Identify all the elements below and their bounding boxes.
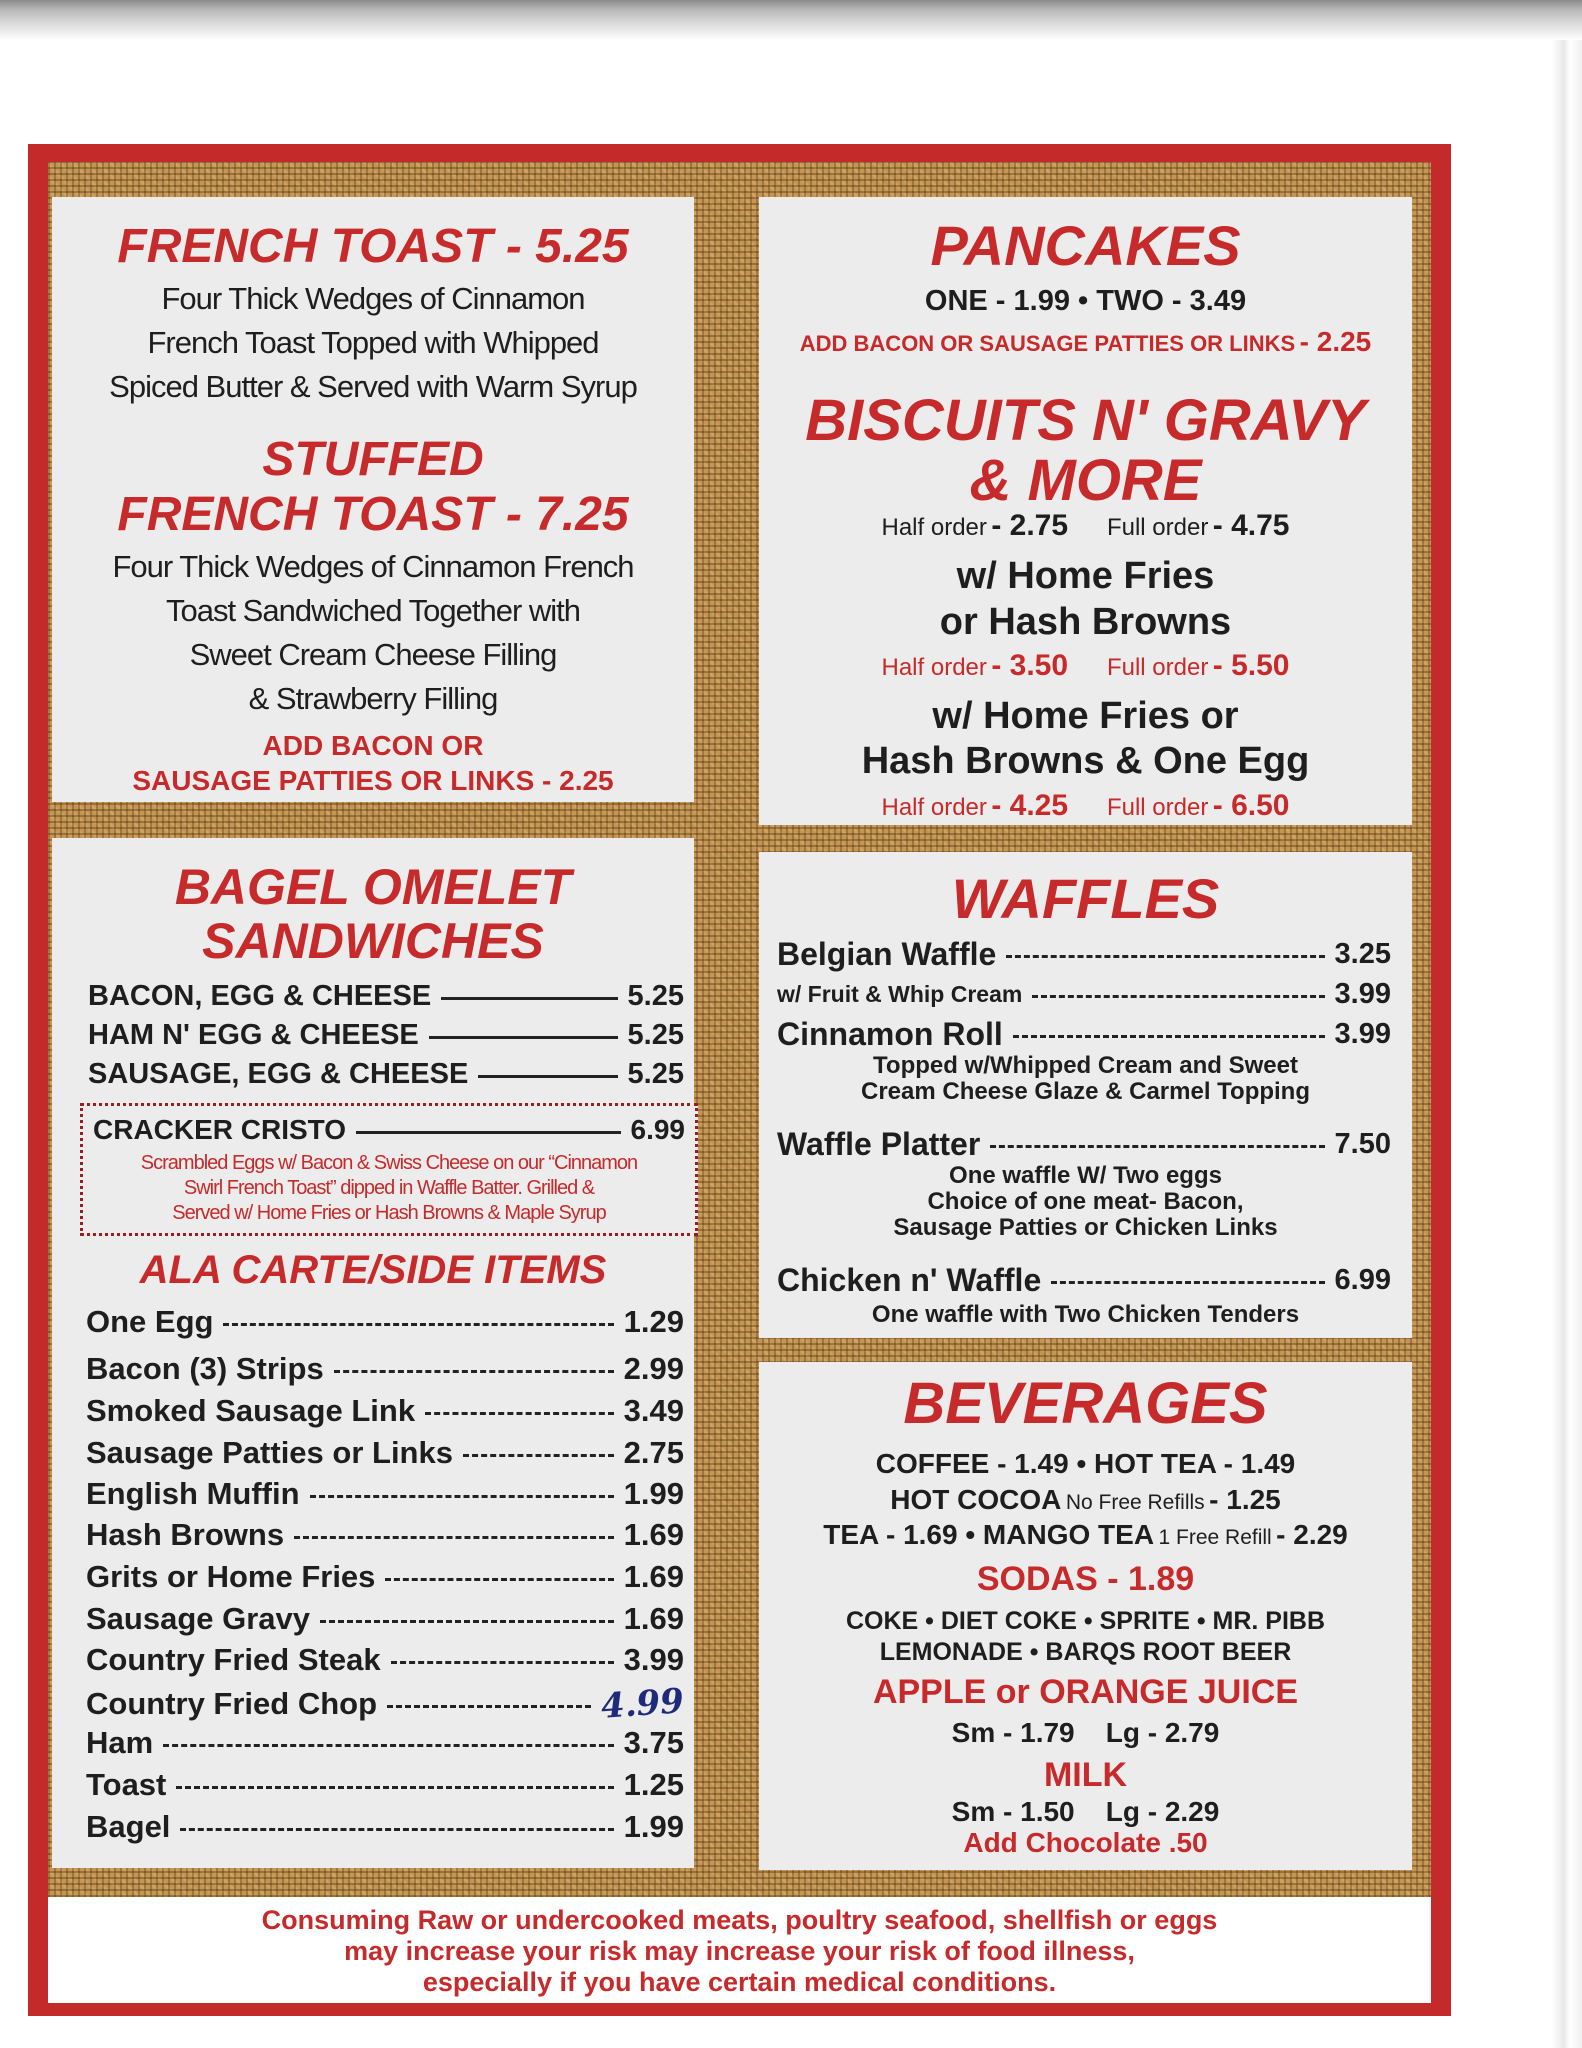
french-toast-title: FRENCH TOAST - 5.25: [117, 220, 629, 273]
leader-line: [478, 1075, 617, 1078]
bagel-item: [88, 1019, 684, 1052]
biscuits-sub1-line1: w/ Home Fries: [956, 555, 1215, 597]
stuffed-french-toast-title-1: STUFFED: [262, 433, 484, 486]
side-item-name: Ham: [86, 1725, 154, 1760]
cristo-name: CRACKER CRISTO: [93, 1114, 347, 1145]
side-item-price: 3.49: [623, 1393, 684, 1428]
pancakes-addon: ADD BACON OR SAUSAGE PATTIES OR LINKS: [799, 331, 1296, 356]
leader-line: [385, 1578, 613, 1581]
footer-line-2: may increase your risk may increase your risk of food illness,: [344, 1936, 1135, 1966]
stuffed-desc-2: Toast Sandwiched Together with: [165, 593, 581, 628]
cristo-desc-2: Swirl French Toast” dipped in Waffle Batter. Grilled &: [183, 1177, 595, 1199]
leader-line: [1013, 1035, 1325, 1038]
bagel-item: [88, 980, 684, 1013]
bagel-item-name: HAM N' EGG & CHEESE: [88, 1019, 419, 1051]
cristo-desc-3: Served w/ Home Fries or Hash Browns & Maple Syrup: [172, 1202, 606, 1224]
platter-desc-2: Choice of one meat- Bacon,: [927, 1188, 1244, 1215]
waffle-item-price: 3.25: [1334, 938, 1391, 970]
waffle-item: [777, 936, 1391, 973]
page-edge: [1552, 40, 1582, 2048]
stuffed-desc-4: & Strawberry Filling: [248, 681, 498, 716]
waffle-item-name: w/ Fruit & Whip Cream: [777, 981, 1023, 1007]
milk-addon: Add Chocolate .50: [963, 1827, 1208, 1858]
leader-line: [163, 1744, 613, 1747]
pancakes-prices: ONE - 1.99 • TWO - 3.49: [924, 285, 1247, 317]
leader-line: [320, 1620, 614, 1623]
side-item-name: Smoked Sausage Link: [86, 1393, 416, 1428]
bagel-item-name: SAUSAGE, EGG & CHEESE: [88, 1058, 469, 1090]
roll-desc-1: Topped w/Whipped Cream and Sweet: [873, 1052, 1298, 1079]
waffle-item-name: Waffle Platter: [777, 1126, 981, 1162]
leader-line: [356, 1131, 620, 1134]
cristo-item: [93, 1114, 685, 1146]
beverages-panel: [759, 1362, 1412, 1870]
stuffed-french-toast-title-2: FRENCH TOAST - 7.25: [117, 488, 629, 541]
juice-heading: APPLE or ORANGE JUICE: [872, 1673, 1299, 1711]
waffle-item: [777, 1126, 1391, 1163]
biscuits-sub2-line1: w/ Home Fries or: [932, 695, 1239, 737]
side-item: [86, 1681, 686, 1727]
waffle-item: [777, 978, 1391, 1011]
cocoa-note: No Free Refills: [1065, 1491, 1205, 1514]
pancakes-addon-line: [759, 326, 1412, 358]
biscuits-sub2-line2: Hash Browns & One Egg: [861, 740, 1310, 782]
leader-line: [223, 1323, 613, 1326]
leader-line: [180, 1828, 613, 1831]
side-item: [86, 1351, 684, 1387]
half-order-price: - 3.50: [991, 649, 1069, 682]
leader-line: [441, 997, 617, 1000]
bagel-item-price: 5.25: [627, 1058, 684, 1090]
half-order-label: Half order: [881, 794, 987, 821]
bagel-title-1: BAGEL OMELET: [174, 859, 572, 915]
side-item: [86, 1435, 684, 1471]
bagel-item: [88, 1058, 684, 1091]
sodas-line-2: LEMONADE • BARQS ROOT BEER: [879, 1638, 1292, 1666]
french-toast-desc-3: Spiced Butter & Served with Warm Syrup: [109, 369, 637, 404]
platter-desc-3: Sausage Patties or Chicken Links: [893, 1214, 1278, 1241]
leader-line: [334, 1370, 614, 1373]
tea-price: - 2.29: [1276, 1519, 1348, 1550]
milk-heading: MILK: [1043, 1756, 1128, 1794]
sodas-heading: SODAS - 1.89: [976, 1560, 1195, 1598]
full-order-label: Full order: [1106, 794, 1209, 821]
waffles-title: WAFFLES: [951, 867, 1220, 930]
waffle-item-price: 3.99: [1334, 1018, 1391, 1050]
footer-warning: [48, 1897, 1431, 2003]
biscuits-price-row-2: [759, 649, 1412, 683]
cracker-cristo-box: [80, 1103, 698, 1236]
side-item-name: Bagel: [86, 1809, 171, 1844]
stuffed-addon-1: ADD BACON OR: [262, 730, 484, 761]
side-item-price: 1.99: [623, 1476, 684, 1511]
bagel-item-name: BACON, EGG & CHEESE: [88, 980, 432, 1012]
sides-title: ALA CARTE/SIDE ITEMS: [139, 1248, 607, 1292]
bagel-sides-panel: [52, 838, 694, 1868]
side-item-price: 2.99: [623, 1351, 684, 1386]
waffle-item-price: 7.50: [1334, 1128, 1391, 1160]
cristo-desc-1: Scrambled Eggs w/ Bacon & Swiss Cheese on our “Cinnamon: [140, 1152, 638, 1174]
french-toast-desc-2: French Toast Topped with Whipped: [147, 325, 599, 360]
side-item-name: Bacon (3) Strips: [86, 1351, 324, 1386]
leader-line: [1032, 995, 1324, 998]
stuffed-desc-1: Four Thick Wedges of Cinnamon French: [112, 549, 634, 584]
side-item-name: English Muffin: [86, 1476, 300, 1511]
full-order-price: - 4.75: [1212, 509, 1290, 542]
side-item-price: 3.99: [623, 1642, 684, 1677]
side-item: [86, 1725, 684, 1761]
side-item-price: 2.75: [623, 1435, 684, 1470]
side-item-price: 1.29: [623, 1304, 684, 1339]
side-item: [86, 1767, 684, 1803]
half-order-label: Half order: [881, 514, 987, 541]
leader-line: [1051, 1281, 1324, 1284]
biscuits-price-row-3: [759, 789, 1412, 823]
sodas-line-1: COKE • DIET COKE • SPRITE • MR. PIBB: [845, 1607, 1326, 1635]
beverages-cocoa-line: [759, 1484, 1412, 1516]
side-item-name: Sausage Gravy: [86, 1601, 311, 1636]
footer-line-1: Consuming Raw or undercooked meats, poultry seafood, shellfish or eggs: [261, 1905, 1218, 1935]
leader-line: [310, 1495, 614, 1498]
side-item: [86, 1304, 684, 1340]
leader-line: [391, 1661, 614, 1664]
leader-line: [990, 1145, 1324, 1148]
pancakes-panel: [759, 197, 1412, 825]
leader-line: [176, 1786, 613, 1789]
biscuits-sub1-line2: or Hash Browns: [939, 601, 1232, 643]
roll-desc-2: Cream Cheese Glaze & Carmel Topping: [860, 1078, 1310, 1105]
bagel-title-2: SANDWICHES: [202, 913, 544, 969]
full-order-label: Full order: [1106, 514, 1209, 541]
side-item-name: Grits or Home Fries: [86, 1559, 376, 1594]
side-item-price: 1.99: [623, 1809, 684, 1844]
side-item: [86, 1559, 684, 1595]
cocoa-label: HOT COCOA: [890, 1484, 1062, 1515]
waffle-item-name: Belgian Waffle: [777, 936, 997, 972]
side-item: [86, 1517, 684, 1553]
leader-line: [387, 1705, 591, 1708]
scanner-shadow: [0, 0, 1582, 40]
leader-line: [1006, 955, 1324, 958]
half-order-price: - 4.25: [991, 789, 1069, 822]
beverages-title: BEVERAGES: [903, 1371, 1268, 1436]
side-item: [86, 1809, 684, 1845]
milk-prices: Sm - 1.50 Lg - 2.29: [951, 1796, 1220, 1827]
bagel-item-price: 5.25: [627, 1019, 684, 1051]
leader-line: [429, 1036, 618, 1039]
side-item-name: One Egg: [86, 1304, 214, 1339]
side-item-price: 1.69: [623, 1601, 684, 1636]
side-item: [86, 1476, 684, 1512]
waffle-item-name: Cinnamon Roll: [777, 1016, 1003, 1052]
side-item: [86, 1393, 684, 1429]
tea-label: TEA - 1.69 • MANGO TEA: [823, 1519, 1155, 1550]
stuffed-addon-2: SAUSAGE PATTIES OR LINKS - 2.25: [132, 765, 614, 796]
waffle-item-name: Chicken n' Waffle: [777, 1262, 1042, 1298]
half-order-price: - 2.75: [991, 509, 1069, 542]
biscuits-title-1: BISCUITS N' GRAVY: [805, 388, 1366, 453]
leader-line: [294, 1536, 614, 1539]
french-toast-desc-1: Four Thick Wedges of Cinnamon: [161, 281, 585, 316]
waffle-item-price: 6.99: [1334, 1264, 1391, 1296]
cristo-price: 6.99: [630, 1114, 685, 1145]
side-item-price: 3.75: [623, 1725, 684, 1760]
side-item-name: Hash Browns: [86, 1517, 285, 1552]
biscuits-title-2: & MORE: [969, 448, 1202, 513]
handwritten-price: 4.99: [599, 1681, 686, 1727]
side-item-name: Country Fried Chop: [86, 1686, 378, 1721]
side-item: [86, 1601, 684, 1637]
juice-prices: Sm - 1.79 Lg - 2.79: [951, 1717, 1220, 1748]
pancakes-addon-price: - 2.25: [1299, 326, 1372, 357]
full-order-label: Full order: [1106, 654, 1209, 681]
waffle-item-price: 3.99: [1334, 978, 1391, 1010]
side-item: [86, 1642, 684, 1678]
tea-note: 1 Free Refill: [1158, 1526, 1272, 1549]
side-item-price: 1.25: [623, 1767, 684, 1802]
waffle-item: [777, 1262, 1391, 1299]
waffle-item: [777, 1016, 1391, 1053]
biscuits-price-row-1: [759, 509, 1412, 543]
side-item-name: Country Fried Steak: [86, 1642, 381, 1677]
pancakes-title: PANCAKES: [930, 214, 1241, 277]
half-order-label: Half order: [881, 654, 987, 681]
side-item-price: 1.69: [623, 1559, 684, 1594]
leader-line: [463, 1454, 614, 1457]
bagel-item-price: 5.25: [627, 980, 684, 1012]
full-order-price: - 5.50: [1212, 649, 1290, 682]
side-item-name: Toast: [86, 1767, 167, 1802]
leader-line: [425, 1412, 614, 1415]
side-item-name: Sausage Patties or Links: [86, 1435, 453, 1470]
full-order-price: - 6.50: [1212, 789, 1290, 822]
beverages-tea-line: [759, 1519, 1412, 1551]
platter-desc-1: One waffle W/ Two eggs: [949, 1162, 1222, 1189]
beverages-line-1: COFFEE - 1.49 • HOT TEA - 1.49: [875, 1448, 1296, 1479]
waffles-panel: [759, 852, 1412, 1338]
stuffed-desc-3: Sweet Cream Cheese Filling: [189, 637, 557, 672]
footer-line-3: especially if you have certain medical conditions.: [422, 1967, 1057, 1997]
cocoa-price: - 1.25: [1209, 1484, 1281, 1515]
french-toast-panel: [52, 197, 694, 802]
side-item-price: 1.69: [623, 1517, 684, 1552]
chicken-desc: One waffle with Two Chicken Tenders: [871, 1301, 1300, 1328]
